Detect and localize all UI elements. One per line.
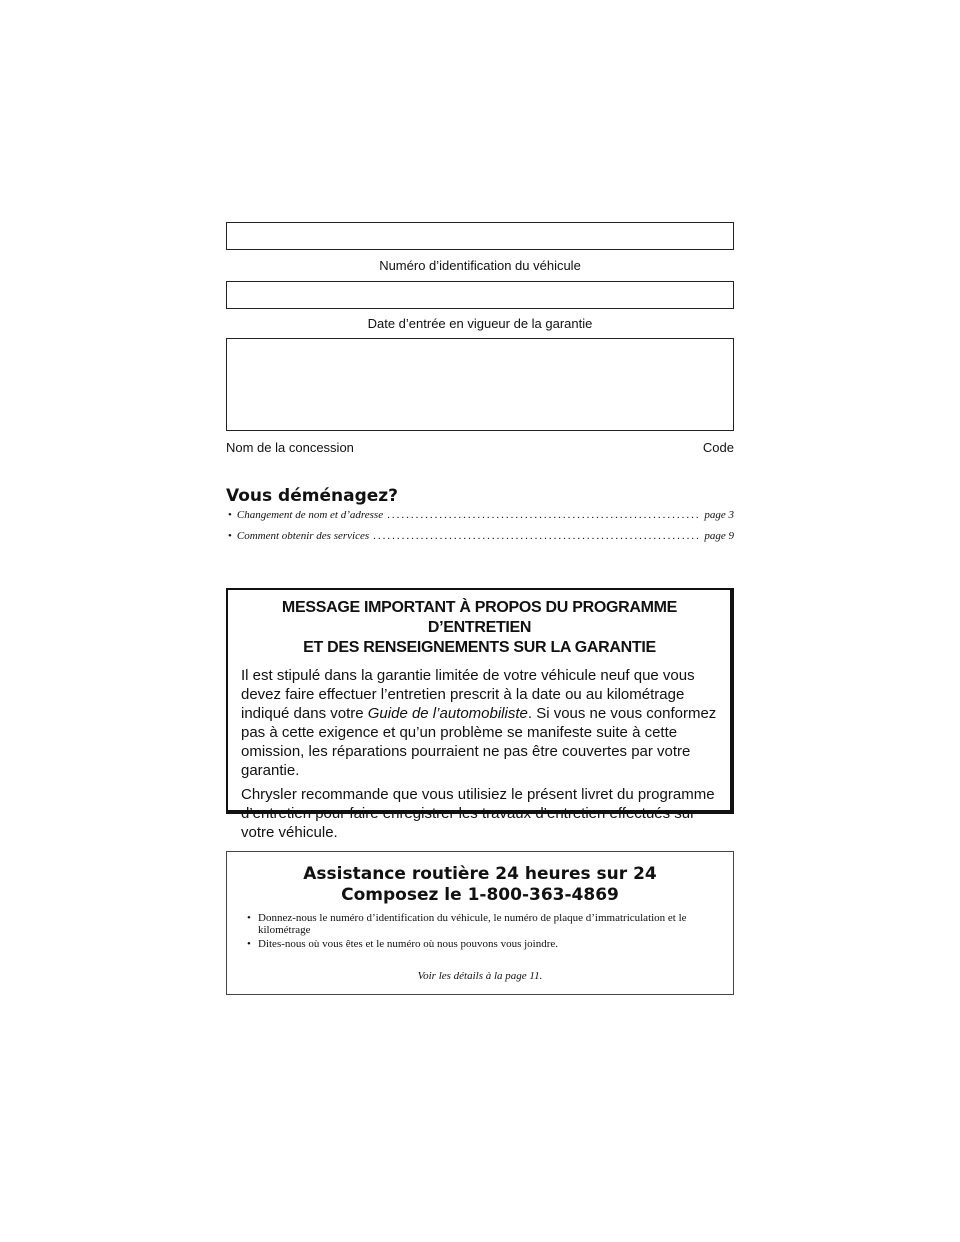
list-item-text: Dites-nous où vous êtes et le numéro où nous pouvons vous joindre. (258, 938, 559, 950)
toc-leader (373, 530, 698, 542)
list-item-text: Donnez-nous le numéro d’identification du véhicule, le numéro de plaque d’immatriculation et le kilométrage (258, 912, 687, 936)
code-label: Code (702, 440, 734, 455)
vin-field[interactable] (226, 222, 734, 250)
warranty-date-field[interactable] (226, 281, 734, 309)
moving-title: Vous déménagez? (226, 486, 399, 506)
toc-leader (387, 509, 698, 521)
dealer-field[interactable] (226, 338, 734, 431)
toc-text: Comment obtenir des services (236, 530, 370, 542)
toc-page: page 9 (704, 530, 734, 542)
toc-page: page 3 (704, 509, 734, 521)
important-title-line1: MESSAGE IMPORTANT À PROPOS DU PROGRAMME D’ENTRETIEN (281, 599, 678, 636)
assistance-phone: Composez le 1-800-363-4869 (341, 885, 619, 905)
bullet-icon: • (228, 509, 232, 521)
important-paragraph-2: Chrysler recommande que vous utilisiez le présent livret du programme d’entretien pour faire enregistrer les travaux d’entretien effectués sur votre véhicule. (241, 786, 715, 841)
bullet-icon: • (247, 938, 251, 950)
important-paragraph (241, 666, 718, 780)
list-item (247, 912, 719, 936)
toc-line[interactable] (228, 530, 734, 542)
toc-text: Changement de nom et d’adresse (236, 509, 384, 521)
important-title (241, 598, 718, 658)
assistance-list (247, 912, 719, 950)
important-para1-part1: Il est stipulé dans la garantie limitée de votre véhicule neuf que vous devez faire effectuer l’entretien prescrit à la date ou au kilométrage indiqué dans votre (241, 667, 695, 722)
list-item (247, 938, 719, 950)
vin-label: Numéro d’identification du véhicule (379, 258, 581, 273)
dealer-name-label: Nom de la concession (226, 440, 354, 455)
important-title-line2: ET DES RENSEIGNEMENTS SUR LA GARANTIE (303, 639, 656, 656)
warranty-date-label: Date d’entrée en vigueur de la garantie (367, 316, 593, 331)
bullet-icon: • (247, 912, 251, 924)
important-message-box (226, 588, 734, 841)
assistance-title: Assistance routière 24 heures sur 24 (303, 864, 657, 884)
bullet-icon: • (228, 530, 232, 542)
important-para1-part2: . Si vous ne vous conformez pas à cette exigence et qu’un problème se manifeste suite à cette omission, les réparations pourraient ne pas être couvertes par votre garantie. (241, 705, 717, 779)
toc-line[interactable] (228, 509, 734, 521)
roadside-assistance-box (226, 851, 734, 995)
assistance-note: Voir les détails à la page 11. (417, 970, 543, 982)
owners-guide-title: Guide de l’automobiliste (367, 705, 528, 722)
